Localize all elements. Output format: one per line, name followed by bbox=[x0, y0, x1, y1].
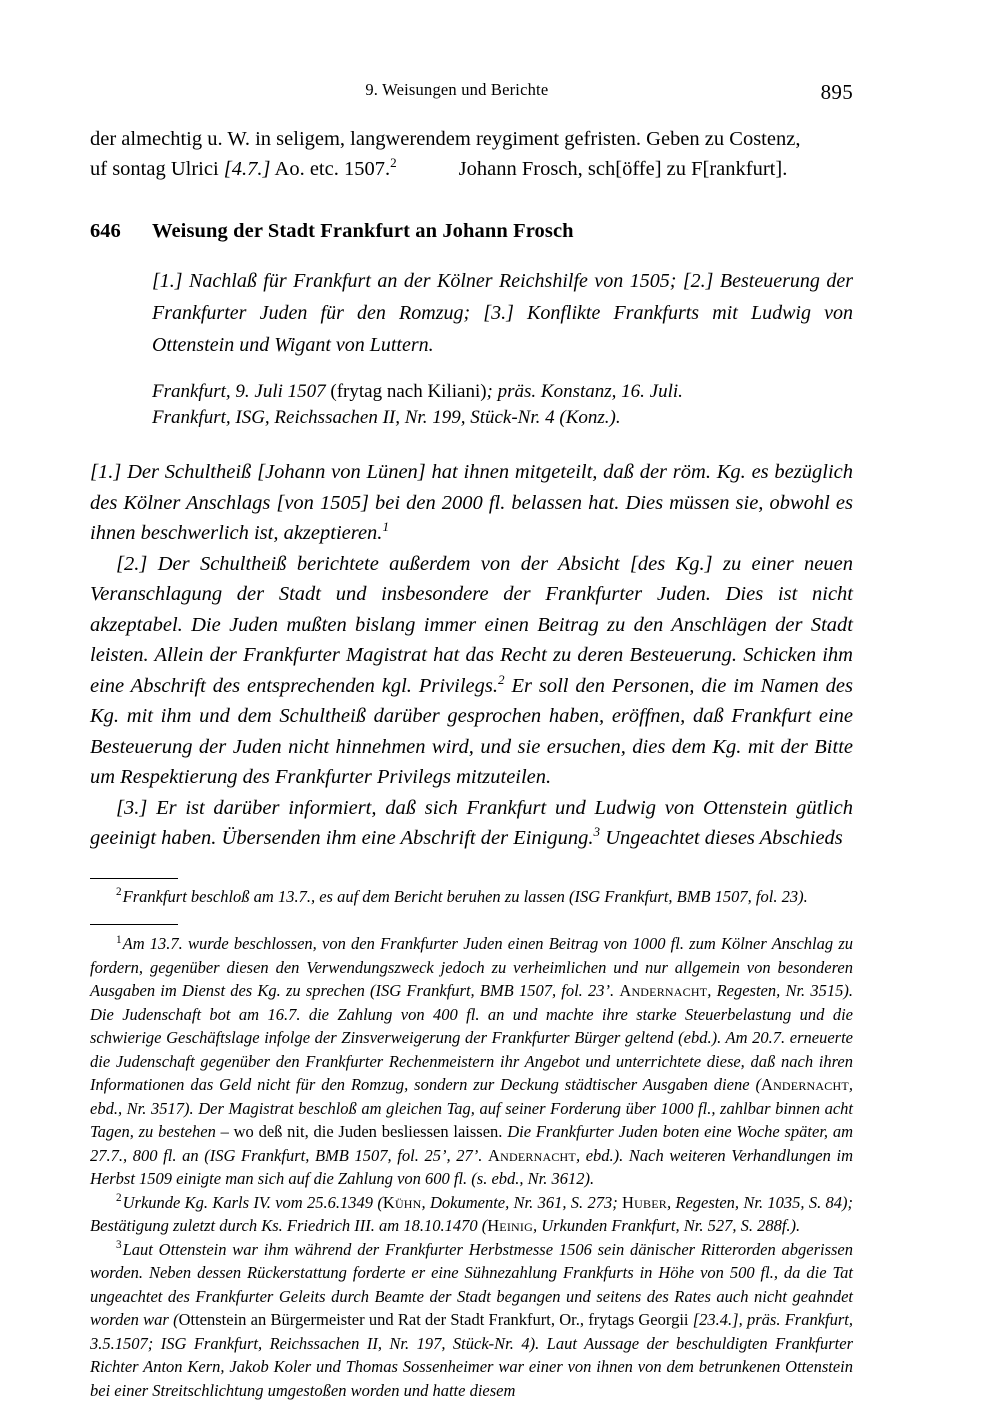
paragraph-3-text-b: Ungeachtet dieses Abschieds bbox=[600, 827, 843, 849]
footnote-marker[interactable]: 2 bbox=[116, 1192, 122, 1204]
footnote-text: , Regesten, Nr. 3515). Die Judenschaft bot am 16.7. die Zahlung von 400 fl. an und machte ihre starke Steuerbelastung und die schwierige Geschäftslage infolge der Zinsverweigerung der Frankfurter Bürger geltend (ebd.). Am 20.7. erneuerte die Judenschaft gegenüber den Frankfurter Rechenmeistern ihr Angebot und unterrichtete diese, daß nach ihren Informationen das Geld nicht für den Romzug, sondern zur Deckung städtischer Ausgaben diene ( bbox=[90, 981, 853, 1094]
source-place-date: Frankfurt, 9. Juli 1507 bbox=[152, 381, 331, 402]
footnote-marker[interactable]: 1 bbox=[116, 933, 122, 946]
footnote-author-smallcaps: Huber bbox=[622, 1192, 667, 1212]
footnote-quoted-source: Ottenstein an Bürgermeister und Rat der Stadt Frankfurt, Or., bbox=[178, 1310, 585, 1329]
footnote-text: , Regesten, Nr. 1035, S. 84); Bestätigung zuletzt durch Ks. Friedrich III. am 18.10.1470 ( bbox=[90, 1192, 853, 1235]
signature-text: Johann Frosch, sch[öffe] zu F[rankfurt]. bbox=[458, 158, 788, 180]
continued-line-1: der almechtig u. W. in seligem, langwerendem reygiment gefristen. Geben zu Costenz, bbox=[90, 128, 801, 150]
paragraph-1-text: [1.] Der Schultheiß [Johann von Lünen] hat ihnen mitgeteilt, daß der röm. Kg. es bezüglich des Kölner Anschlags [von 1505] bei den 2000 fl. belassen hat. Dies müssen sie, obwohl es ihnen beschwerlich ist, akzeptieren. bbox=[90, 461, 853, 544]
source-presented: ; präs. Konstanz, 16. Juli. bbox=[486, 381, 683, 402]
footnote-text: , Urkunden Frankfurt, Nr. 527, S. 288f.). bbox=[532, 1216, 801, 1235]
footnote-author-smallcaps: Heinig bbox=[487, 1216, 533, 1235]
footnote-ref-2[interactable]: 2 bbox=[497, 671, 505, 687]
footnote-marker[interactable]: 3 bbox=[116, 1239, 122, 1251]
footnote-ref-3[interactable]: 3 bbox=[593, 824, 601, 840]
paragraph-3-text-a: [3.] Er ist darüber informiert, daß sich Frankfurt und Ludwig von Ottenstein gütlich geeinigt haben. Übersenden ihm eine Abschrift der Einigung. bbox=[90, 796, 853, 849]
footnote-quoted-source: frytags Georgii bbox=[588, 1310, 689, 1329]
footnote-text: Die Frankfurter Juden boten eine Woche später, am 27.7., 800 fl. an (ISG Frankfurt, BMB 1507, fol. 25’, 27’. bbox=[90, 1122, 854, 1165]
continued-text-block bbox=[90, 124, 853, 184]
footnote-separator-rule-lower bbox=[90, 924, 178, 925]
footnote-text: , ebd.). Nach weiteren Verhandlungen im Herbst 1509 einigte man sich auf die Zahlung von 600 fl. (s. ebd., Nr. 3612). bbox=[90, 1145, 853, 1188]
continued-line-2 bbox=[90, 154, 853, 184]
footnote-marker[interactable]: 2 bbox=[116, 886, 122, 898]
paragraph-2-text-b: Er soll den Personen, die im Namen des Kg. mit ihm und dem Schultheiß darüber gesprochen haben, eröffnen, daß Frankfurt eine Besteuerung der Juden nicht hinnehmen wird, und sie ersuchen, dies dem Kg. mit der Bitte um Respektierung des Frankfurter Privilegs mitzuteilen. bbox=[90, 674, 853, 788]
paragraph-1 bbox=[90, 457, 853, 549]
paragraph-2 bbox=[90, 549, 853, 793]
footnote-text: Frankfurt beschloß am 13.7., es auf dem Bericht beruhen zu lassen (ISG Frankfurt, BMB 1507, fol. 23). bbox=[122, 886, 808, 906]
footnote-author-smallcaps: Andernacht bbox=[488, 1145, 576, 1165]
footnote-text: Am 13.7. wurde beschlossen, von den Frankfurter Juden einen Beitrag von 1000 fl. zum Kölner Anschlag zu fordern, gegenüber diesen den Verwendungszweck jedoch zu verheimlichen und nur allgemein von besonderen Ausgaben im Dienst des Kg. zu sprechen (ISG Frankfurt, BMB 1507, fol. 23’. bbox=[90, 934, 853, 1000]
entry-number: 646 bbox=[90, 220, 121, 242]
running-head-title: 9. Weisungen und Berichte bbox=[365, 80, 549, 99]
entry-meta-block bbox=[152, 265, 853, 431]
entry-summary: [1.] Nachlaß für Frankfurt an der Kölner Reichshilfe von 1505; [2.] Besteuerung der Frankfurter Juden für den Romzug; [3.] Konflikte Frankfurts mit Ludwig von Ottenstein und Wigant von Luttern. bbox=[152, 270, 853, 356]
paragraph-3 bbox=[90, 793, 853, 854]
footnote-text: Laut Ottenstein war ihm während der Frankfurter Herbstmesse 1506 sein dänischer Ritterorden abgerissen worden. Neben dessen Rückerstattung forderte er eine Sühnezahlung Frankfurts in Höhe von 500 fl., da die Tat ungeachtet des Frankfurter Geleits durch Beamte der Stadt begangen und seitens des Rates auch nicht geahndet worden war ( bbox=[90, 1239, 853, 1329]
footnote-author-smallcaps: Kühn bbox=[382, 1192, 422, 1212]
footnote-item bbox=[90, 1191, 853, 1238]
page-number: 895 bbox=[820, 80, 853, 104]
entry-title: Weisung der Stadt Frankfurt an Johann Frosch bbox=[152, 220, 574, 242]
footnote-text: [23.4.], präs. Frankfurt, 3.5.1507; ISG Frankfurt, Reichssachen II, Nr. 197, Stück-Nr. 4). Laut Aussage der beschuldigten Frankfurter Richter Anton Kern, Jakob Koler und Thomas Sossenheimer war einer von ihnen von dem betrunkenen Ottenstein bei einer Streitschlichtung umgestoßen worden und hatte diesem bbox=[90, 1310, 853, 1400]
continued-line-2-text-b: Ao. etc. 1507. bbox=[270, 158, 391, 180]
footnote-text: Urkunde Kg. Karls IV. vom 25.6.1349 ( bbox=[122, 1192, 383, 1212]
footnote-list-upper bbox=[90, 885, 853, 909]
footnote-area-continued bbox=[90, 878, 853, 909]
entry-heading bbox=[90, 220, 853, 243]
footnote-ref-2-upper[interactable]: 2 bbox=[390, 155, 397, 171]
source-archive-line: Frankfurt, ISG, Reichssachen II, Nr. 199, Stück-Nr. 4 (Konz.). bbox=[152, 407, 621, 428]
footnote-item bbox=[90, 1238, 853, 1403]
footnote-text: , ebd., Nr. 3517). Der Magistrat beschloß am gleichen Tag, auf seiner Forderung über 1000 fl., zahlbar binnen acht Tagen, zu bestehen – bbox=[90, 1075, 853, 1141]
footnote-author-smallcaps: Andernacht bbox=[619, 981, 708, 1000]
running-head bbox=[90, 80, 853, 110]
footnote-list-lower bbox=[90, 932, 853, 1402]
footnote-author-smallcaps: Andernacht bbox=[760, 1075, 849, 1094]
footnote-separator-rule-upper bbox=[90, 878, 178, 879]
source-dating-clause: (frytag nach Kiliani) bbox=[330, 381, 487, 402]
footnote-ref-1[interactable]: 1 bbox=[382, 519, 389, 535]
source-date-line bbox=[152, 379, 853, 405]
continued-line-2-text-a: uf sontag Ulrici bbox=[90, 158, 224, 180]
date-bracket: [4.7.] bbox=[223, 158, 271, 180]
paragraph-2-text-a: [2.] Der Schultheiß berichtete außerdem von der Absicht [des Kg.] zu einer neuen Veranschlagung der Stadt und insbesondere der Frankfurter Juden. Dies ist nicht akzeptabel. Die Juden mußten bislang immer einen Beitrag zu den Anschlägen der Stadt leisten. Allein der Frankfurter Magistrat hat das Recht zu deren Besteuerung. Schicken ihm eine Abschrift des entsprechenden kgl. Privilegs. bbox=[90, 552, 853, 697]
footnote-area-main bbox=[90, 924, 853, 1402]
page-content-column bbox=[90, 0, 853, 1402]
entry-source bbox=[152, 379, 853, 431]
footnote-quoted-source: wo deß nit, die Juden besliessen laissen. bbox=[233, 1122, 503, 1141]
footnote-item bbox=[90, 932, 853, 1191]
footnote-item bbox=[90, 885, 853, 909]
footnote-text: , Dokumente, Nr. 361, S. 273; bbox=[421, 1192, 623, 1212]
